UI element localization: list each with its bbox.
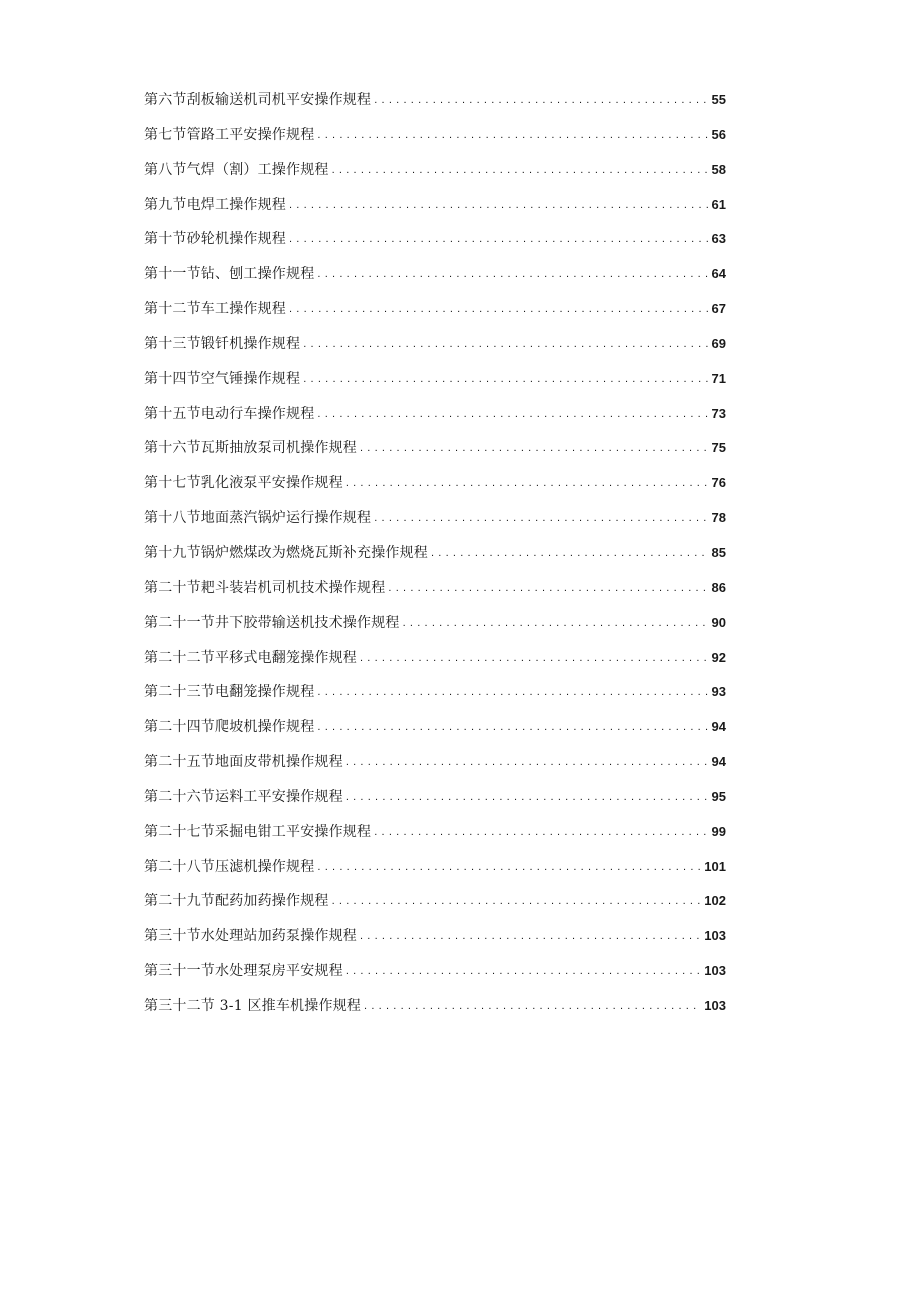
- toc-entry-title[interactable]: 第十四节空气锤操作规程: [144, 370, 301, 387]
- toc-entry-title[interactable]: 第二十一节井下胶带输送机技术操作规程: [144, 614, 400, 631]
- dot-leader: [317, 401, 708, 426]
- toc-entry-title[interactable]: 第十一节钻、刨工操作规程: [144, 266, 315, 283]
- toc-entry-page[interactable]: 86: [711, 579, 726, 595]
- toc-entry[interactable]: [144, 262, 726, 297]
- toc-entry[interactable]: [144, 750, 726, 785]
- toc-entry-title[interactable]: 第二十三节电翻笼操作规程: [144, 684, 315, 701]
- toc-entry-page[interactable]: 103: [704, 928, 726, 944]
- toc-entry-title[interactable]: 第八节气焊（割）工操作规程: [144, 161, 329, 178]
- toc-entry-title[interactable]: 第二十四节爬坡机操作规程: [144, 719, 315, 736]
- toc-entry-title[interactable]: 第二十九节配药加药操作规程: [144, 893, 329, 910]
- dot-leader: [346, 749, 709, 774]
- toc-entry[interactable]: [144, 680, 726, 715]
- toc-entry-page[interactable]: 61: [711, 196, 726, 212]
- dot-leader: [303, 331, 708, 356]
- toc-entry-title[interactable]: 第十八节地面蒸汽锅炉运行操作规程: [144, 510, 372, 527]
- toc-entry[interactable]: [144, 506, 726, 541]
- toc-entry[interactable]: [144, 227, 726, 262]
- toc-entry-title[interactable]: 第十节砂轮机操作规程: [144, 231, 286, 248]
- toc-entry[interactable]: [144, 611, 726, 646]
- dot-leader: [374, 505, 708, 530]
- toc-entry-title[interactable]: 第七节管路工平安操作规程: [144, 126, 315, 143]
- dot-leader: [431, 540, 709, 565]
- dot-leader: [374, 87, 708, 112]
- toc-entry[interactable]: [144, 332, 726, 367]
- toc-entry-title[interactable]: 第十六节瓦斯抽放泵司机操作规程: [144, 440, 357, 457]
- toc-entry-title[interactable]: 第十九节锅炉燃煤改为燃烧瓦斯补充操作规程: [144, 544, 428, 561]
- toc-entry-page[interactable]: 101: [704, 858, 726, 874]
- toc-entry-title[interactable]: 第二十七节采掘电钳工平安操作规程: [144, 823, 372, 840]
- dot-leader: [303, 366, 708, 391]
- toc-entry[interactable]: [144, 820, 726, 855]
- toc-entry[interactable]: [144, 193, 726, 228]
- toc-entry[interactable]: [144, 715, 726, 750]
- toc-entry-page[interactable]: 103: [704, 963, 726, 979]
- toc-entry[interactable]: [144, 367, 726, 402]
- toc-entry-title[interactable]: 第十七节乳化液泵平安操作规程: [144, 475, 343, 492]
- toc-entry-page[interactable]: 58: [711, 161, 726, 177]
- dot-leader: [374, 819, 708, 844]
- toc-entry[interactable]: [144, 576, 726, 611]
- toc-entry-page[interactable]: 92: [711, 649, 726, 665]
- toc-entry[interactable]: [144, 785, 726, 820]
- toc-entry-title[interactable]: 第十三节锻钎机操作规程: [144, 335, 301, 352]
- toc-entry-title[interactable]: 第二十八节压滤机操作规程: [144, 858, 315, 875]
- toc-entry-title[interactable]: 第二十二节平移式电翻笼操作规程: [144, 649, 357, 666]
- toc-entry[interactable]: [144, 402, 726, 437]
- toc-entry[interactable]: [144, 123, 726, 158]
- dot-leader: [317, 854, 701, 879]
- toc-entry[interactable]: [144, 297, 726, 332]
- toc-entry-title[interactable]: 第十二节车工操作规程: [144, 301, 286, 318]
- toc-entry-title[interactable]: 第二十五节地面皮带机操作规程: [144, 754, 343, 771]
- dot-leader: [289, 296, 709, 321]
- toc-entry-page[interactable]: 55: [711, 92, 726, 107]
- dot-leader: [346, 958, 701, 983]
- toc-entry-page[interactable]: 76: [711, 475, 726, 491]
- toc-entry-title[interactable]: 第三十二节 3-1 区推车机操作规程: [144, 997, 362, 1014]
- toc-entry[interactable]: [144, 994, 726, 1029]
- toc-entry-title[interactable]: 第二十六节运料工平安操作规程: [144, 788, 343, 805]
- toc-entry[interactable]: [144, 889, 726, 924]
- toc-entry-page[interactable]: 90: [711, 614, 726, 630]
- dot-leader: [346, 784, 709, 809]
- toc-entry[interactable]: [144, 158, 726, 193]
- toc-entry[interactable]: [144, 646, 726, 681]
- toc-entry-title[interactable]: 第九节电焊工操作规程: [144, 196, 286, 213]
- dot-leader: [360, 923, 701, 948]
- toc-entry-title[interactable]: 第六节刮板输送机司机平安操作规程: [144, 92, 372, 108]
- toc-entry-title[interactable]: 第三十一节水处理泵房平安规程: [144, 963, 343, 980]
- dot-leader: [317, 261, 708, 286]
- toc-entry[interactable]: [144, 436, 726, 471]
- dot-leader: [289, 226, 709, 251]
- toc-entry-page[interactable]: 99: [711, 823, 726, 839]
- toc-entry-page[interactable]: 71: [711, 370, 726, 386]
- toc-entry-title[interactable]: 第二十节耙斗装岩机司机技术操作规程: [144, 579, 386, 596]
- toc-entry-page[interactable]: 67: [711, 301, 726, 317]
- dot-leader: [332, 157, 709, 182]
- toc-entry[interactable]: [144, 541, 726, 576]
- dot-leader: [289, 192, 709, 217]
- toc-entry[interactable]: [144, 855, 726, 890]
- toc-entry-page[interactable]: 102: [704, 893, 726, 909]
- toc-entry-page[interactable]: 85: [711, 544, 726, 560]
- dot-leader: [403, 610, 709, 635]
- toc-entry-page[interactable]: 63: [711, 231, 726, 247]
- toc-entry-page[interactable]: 94: [711, 754, 726, 770]
- dot-leader: [360, 645, 709, 670]
- dot-leader: [317, 714, 708, 739]
- toc-entry[interactable]: [144, 88, 726, 123]
- dot-leader: [388, 575, 708, 600]
- toc-entry-title[interactable]: 第三十节水处理站加药泵操作规程: [144, 928, 357, 945]
- toc-entry-page[interactable]: 94: [711, 719, 726, 735]
- toc-entry-title[interactable]: 第十五节电动行车操作规程: [144, 405, 315, 422]
- toc-entry-page[interactable]: 56: [711, 126, 726, 142]
- toc-entry-page[interactable]: 73: [711, 405, 726, 421]
- toc-entry[interactable]: [144, 959, 726, 994]
- dot-leader: [346, 470, 709, 495]
- table-of-contents: [144, 88, 726, 1029]
- toc-entry-page[interactable]: 93: [711, 684, 726, 700]
- toc-entry-page[interactable]: 103: [704, 997, 726, 1013]
- toc-entry[interactable]: [144, 471, 726, 506]
- dot-leader: [332, 888, 702, 913]
- toc-entry-page[interactable]: 69: [711, 335, 726, 351]
- dot-leader: [317, 679, 708, 704]
- dot-leader: [360, 435, 709, 460]
- toc-entry-page[interactable]: 95: [711, 788, 726, 804]
- toc-entry[interactable]: [144, 924, 726, 959]
- dot-leader: [317, 122, 708, 147]
- toc-entry-page[interactable]: 64: [711, 266, 726, 282]
- dot-leader: [364, 993, 701, 1018]
- toc-entry-page[interactable]: 78: [711, 510, 726, 526]
- toc-entry-page[interactable]: 75: [711, 440, 726, 456]
